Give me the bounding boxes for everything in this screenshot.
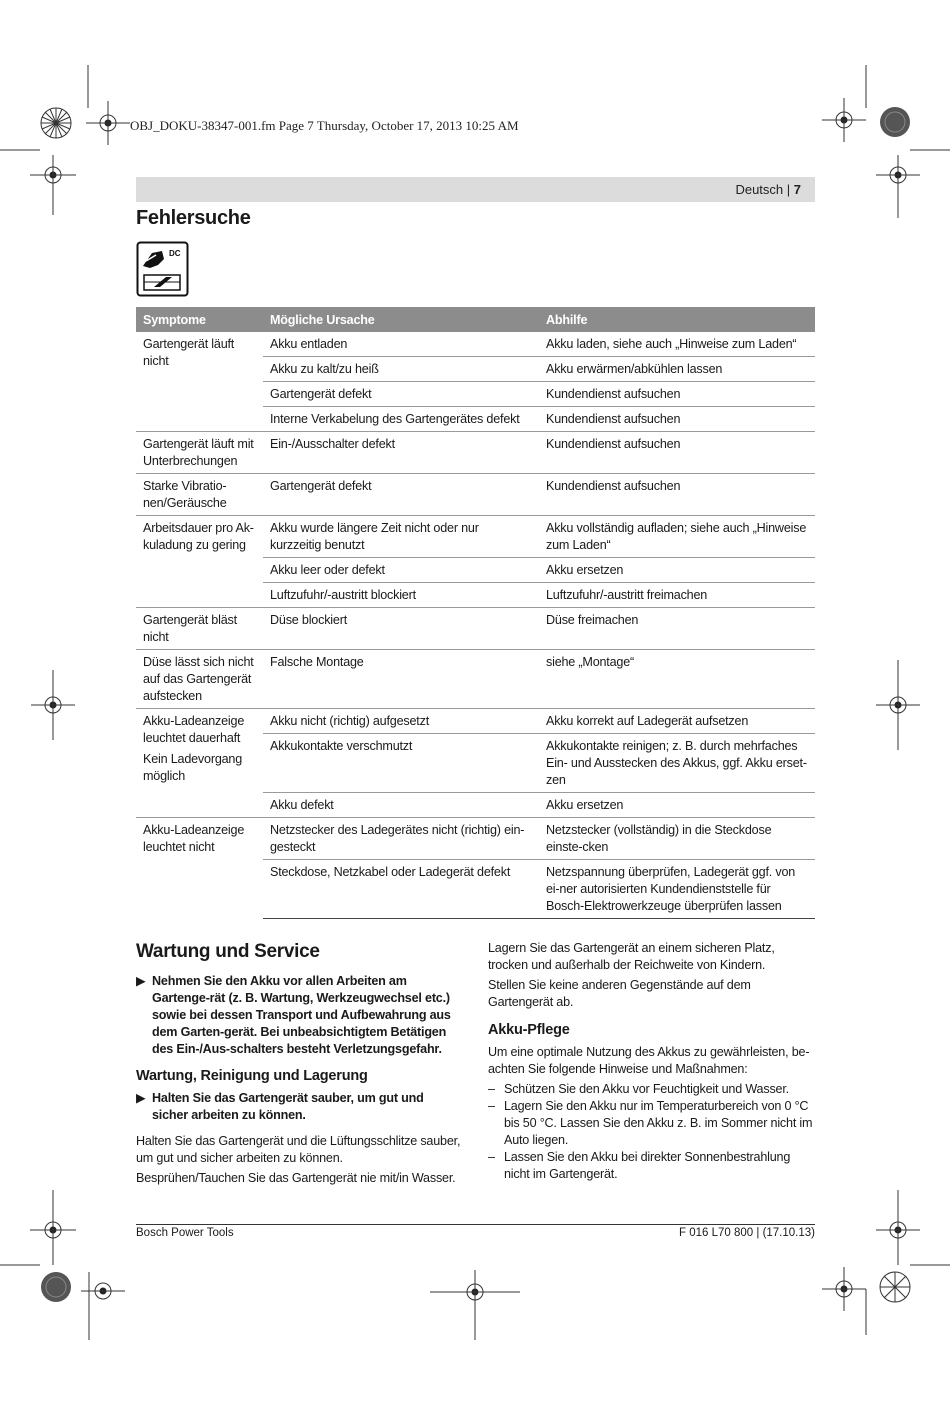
- symptom-cell: [136, 432, 263, 474]
- cause-cell: Akku defekt: [263, 793, 539, 818]
- cause-cell: Gartengerät defekt: [263, 382, 539, 407]
- remedy-cell: Akku laden, siehe auch „Hinweise zum Laden“: [546, 337, 797, 351]
- crop-mark-bottom-right: [810, 1185, 950, 1375]
- battery-care-list: [488, 1081, 815, 1183]
- page-number: 7: [793, 182, 801, 197]
- maintenance-warning: [136, 1090, 462, 1124]
- cause-cell: Akku wurde längere Zeit nicht oder nur kurzzeitig benutzt: [263, 516, 539, 558]
- service-title: Wartung und Service: [136, 941, 320, 962]
- print-header: OBJ_DOKU-38347-001.fm Page 7 Thursday, October 17, 2013 10:25 AM: [130, 118, 519, 133]
- language-bar: [136, 177, 815, 202]
- table-header-row: [136, 307, 815, 332]
- table-row: [136, 516, 815, 558]
- symptom-cell: [136, 516, 263, 608]
- symptom-cell: [136, 650, 263, 709]
- cause-cell: Netzstecker des Ladegerätes nicht (richtig) ein-gesteckt: [263, 818, 539, 860]
- cause-cell: Falsche Montage: [263, 650, 539, 709]
- cause-cell: Akku leer oder defekt: [263, 558, 539, 583]
- service-warning-text: Nehmen Sie den Akku vor allen Arbeiten am Gartenge-rät (z. B. Wartung, Werkzeugwechsel etc.) sowie bei dessen Transport und Aufbewahrung aus dem Garten-gerät. Bei unbeabsichtigtem Betätigen des Ein-/Aus-schalters besteht Verletzungsgefahr.: [152, 974, 451, 1056]
- crop-mark-top-right: [800, 60, 950, 220]
- cause-cell: Gartengerät defekt: [263, 474, 539, 516]
- maintenance-paragraph: Halten Sie das Gartengerät und die Lüftungsschlitze sauber, um gut und sicher arbeiten zu können.: [136, 1134, 461, 1165]
- cause-cell: Luftzufuhr/-austritt blockiert: [263, 583, 539, 608]
- table-row: [136, 432, 815, 474]
- arrow-right-icon: ▶: [136, 974, 146, 988]
- cause-cell: Steckdose, Netzkabel oder Ladegerät defekt: [263, 860, 539, 919]
- symptom-text: Starke Vibratio-nen/Geräusche: [143, 479, 227, 510]
- service-warning: [136, 973, 462, 1058]
- symptom-cell: [136, 474, 263, 516]
- remedy-cell: Kundendienst aufsuchen: [539, 474, 815, 516]
- remedy-cell: Netzspannung überprüfen, Ladegerät ggf. von ei-ner autorisierten Kundendienststelle für Bosch-Elektrowerkzeuge überprüfen lassen: [539, 860, 815, 919]
- arrow-right-icon: ▶: [136, 1091, 146, 1105]
- remedy-cell: Akku korrekt auf Ladegerät aufsetzen: [539, 709, 815, 734]
- list-item: – Lagern Sie den Akku nur im Temperaturbereich von 0 °C bis 50 °C. Lassen Sie den Akku z. B. im Sommer nicht im Auto liegen.: [488, 1099, 813, 1147]
- remedy-cell: Netzstecker (vollständig) in die Steckdose einste-cken: [539, 818, 815, 860]
- symptom-text: Kein Ladevorgang möglich: [143, 752, 243, 783]
- cause-cell: Düse blockiert: [263, 608, 539, 650]
- troubleshooting-table: [136, 307, 815, 919]
- symptom-text: Gartengerät läuft nicht: [143, 337, 235, 368]
- list-item: – Schützen Sie den Akku vor Feuchtigkeit und Wasser.: [488, 1082, 789, 1096]
- footer-document-number: F 016 L70 800 | (17.10.13): [679, 1227, 815, 1239]
- footer-divider: [136, 1224, 815, 1225]
- remedy-cell: Akkukontakte reinigen; z. B. durch mehrfaches Ein- und Ausstecken des Akkus, ggf. Akku erset-zen: [539, 734, 815, 793]
- dc-battery-icon: [136, 241, 189, 297]
- remedy-cell: Akku ersetzen: [539, 558, 815, 583]
- crop-mark-bottom-center: [430, 1270, 520, 1340]
- symptom-text: Gartengerät bläst nicht: [143, 613, 237, 644]
- list-item: – Lassen Sie den Akku bei direkter Sonnenbestrahlung nicht im Gartengerät.: [488, 1150, 791, 1181]
- remedy-cell: Luftzufuhr/-austritt freimachen: [539, 583, 815, 608]
- remedy-cell: Akku vollständig aufladen; siehe auch „Hinweise zum Laden“: [539, 516, 815, 558]
- table-row: [136, 474, 815, 516]
- maintenance-warning-text: Halten Sie das Gartengerät sauber, um gut und sicher arbeiten zu können.: [152, 1091, 424, 1122]
- cause-cell: Akku nicht (richtig) aufgesetzt: [263, 709, 539, 734]
- remedy-cell: Akku ersetzen: [539, 793, 815, 818]
- cause-cell: Akkukontakte verschmutzt: [263, 734, 539, 793]
- header-remedy: Abhilfe: [539, 307, 815, 332]
- remedy-cell: Akku erwärmen/abkühlen lassen: [539, 357, 815, 382]
- symptom-text: Arbeitsdauer pro Ak-kuladung zu gering: [143, 521, 254, 552]
- header-symptoms: Symptome: [136, 307, 263, 332]
- remedy-cell: siehe „Montage“: [539, 650, 815, 709]
- language-page-label: [735, 182, 801, 197]
- remedy-cell: Kundendienst aufsuchen: [539, 382, 815, 407]
- section-title: Fehlersuche: [136, 207, 251, 229]
- symptom-text: Akku-Ladeanzeige leuchtet nicht: [143, 823, 245, 854]
- table-row: [136, 332, 815, 357]
- symptom-text: Gartengerät läuft mit Unterbrechungen: [143, 437, 254, 468]
- symptom-cell: [136, 332, 263, 432]
- battery-care-intro: Um eine optimale Nutzung des Akkus zu gewährleisten, be-achten Sie folgende Hinweise und Maßnahmen:: [488, 1045, 810, 1076]
- cause-cell: Interne Verkabelung des Gartengerätes defekt: [263, 407, 539, 432]
- table-row: [136, 650, 815, 709]
- symptom-cell: [136, 709, 263, 818]
- footer-brand: Bosch Power Tools: [136, 1227, 234, 1239]
- cause-cell: Akku entladen: [270, 337, 348, 351]
- svg-text:DC: DC: [169, 249, 181, 258]
- battery-care-title: Akku-Pflege: [488, 1022, 570, 1038]
- service-right-column: [488, 940, 815, 1183]
- crop-mark-right-middle: [872, 660, 922, 750]
- remedy-cell: Kundendienst aufsuchen: [539, 407, 815, 432]
- symptom-cell: [136, 818, 263, 919]
- symptom-cell: [136, 608, 263, 650]
- maintenance-paragraph: Besprühen/Tauchen Sie das Gartengerät nie mit/in Wasser.: [136, 1171, 456, 1185]
- language: Deutsch: [735, 182, 784, 197]
- table-row: [136, 709, 815, 734]
- cause-cell: Akku zu kalt/zu heiß: [263, 357, 539, 382]
- maintenance-subtitle: Wartung, Reinigung und Lagerung: [136, 1068, 368, 1084]
- remedy-cell: Düse freimachen: [539, 608, 815, 650]
- crop-mark-left-middle: [28, 670, 78, 740]
- storage-paragraph: Lagern Sie das Gartengerät an einem sicheren Platz, trocken und außerhalb der Reichweite von Kindern.: [488, 941, 775, 972]
- separator: |: [783, 182, 794, 197]
- service-left-column: [136, 940, 462, 1190]
- crop-mark-bottom-left: [0, 1190, 140, 1370]
- symptom-text: Düse lässt sich nicht auf das Gartengerät aufstecken: [143, 655, 254, 703]
- table-row: [136, 608, 815, 650]
- symptom-text: Akku-Ladeanzeige leuchtet dauerhaft: [143, 714, 245, 745]
- header-cause: Mögliche Ursache: [263, 307, 539, 332]
- remedy-cell: Kundendienst aufsuchen: [539, 432, 815, 474]
- table-row: [136, 818, 815, 860]
- cause-cell: Ein-/Ausschalter defekt: [263, 432, 539, 474]
- storage-paragraph: Stellen Sie keine anderen Gegenstände auf dem Gartengerät ab.: [488, 978, 751, 1009]
